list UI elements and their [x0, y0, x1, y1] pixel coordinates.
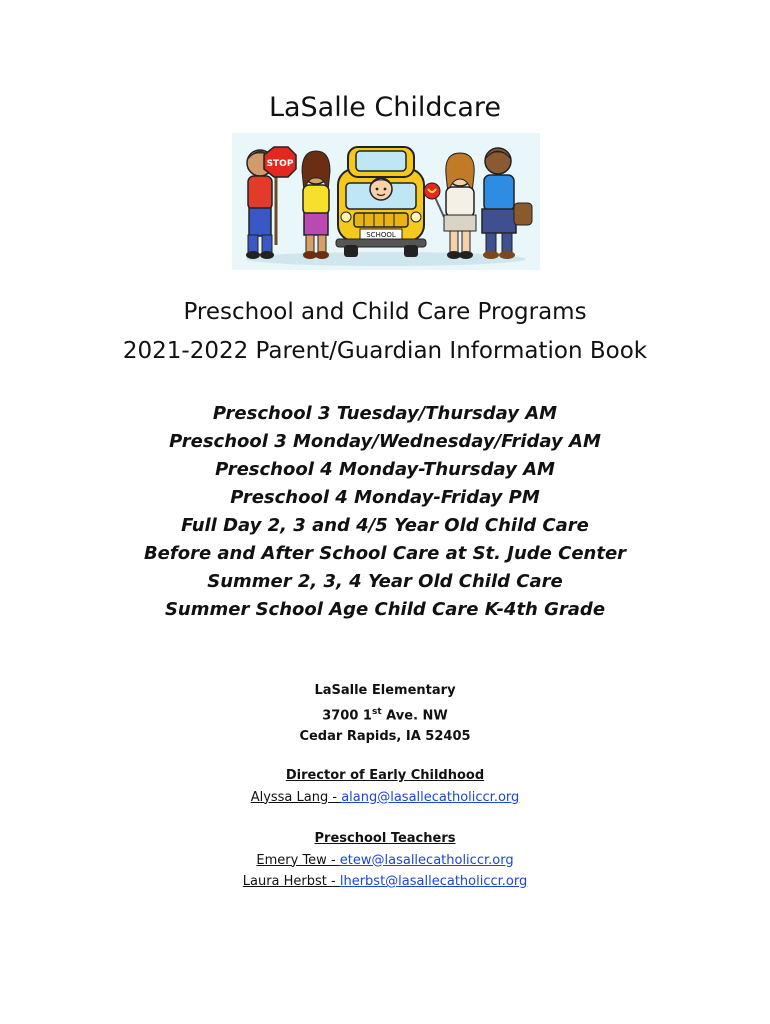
director-contact [0, 765, 770, 808]
school-address [0, 680, 770, 748]
program-subtitle: Preschool and Child Care Programs [183, 299, 587, 325]
director-line [0, 787, 770, 809]
street-number: 3700 1 [322, 707, 372, 723]
teacher-email-link[interactable]: lherbst@lasallecatholiccr.org [339, 874, 528, 889]
program-item: Before and After School Care at St. Jude Center [143, 543, 627, 564]
child-yellow-shirt [302, 151, 330, 259]
street-address [0, 702, 770, 727]
teacher-email-link[interactable]: etew@lasallecatholiccr.org [339, 852, 514, 868]
director-email-link[interactable]: alang@lasallecatholiccr.org [341, 789, 520, 805]
program-item: Summer 2, 3, 4 Year Old Child Care [207, 571, 563, 592]
street-ordinal: st [371, 706, 382, 717]
page-title: LaSalle Childcare [268, 92, 502, 123]
bus-sign-text: SCHOOL [366, 231, 396, 239]
program-item: Preschool 4 Monday-Friday PM [230, 487, 540, 508]
teachers-contact [0, 828, 770, 893]
director-name: Alyssa Lang - [250, 789, 342, 805]
teacher-line [0, 850, 770, 872]
stop-sign-text: STOP [266, 159, 294, 169]
director-heading: Director of Early Childhood [285, 768, 485, 783]
teachers-heading: Preschool Teachers [314, 831, 456, 846]
children-school-bus-clipart [232, 133, 540, 270]
clipart-drawing [232, 133, 540, 270]
city-state-zip: Cedar Rapids, IA 52405 [299, 729, 471, 745]
program-item: Summer School Age Child Care K-4th Grade [164, 599, 606, 620]
child-with-lollipop [424, 153, 476, 259]
info-book-subtitle: 2021-2022 Parent/Guardian Information Book [122, 338, 648, 364]
teacher-name: Laura Herbst - [242, 874, 340, 889]
program-item: Preschool 3 Monday/Wednesday/Friday AM [169, 431, 601, 452]
child-with-stop-sign [246, 147, 296, 259]
school-name: LaSalle Elementary [314, 683, 456, 698]
program-list [0, 400, 770, 624]
teacher-line [0, 871, 770, 893]
child-blue-shirt [482, 148, 532, 259]
school-bus [336, 147, 426, 257]
street-name: Ave. NW [381, 707, 448, 723]
program-item: Preschool 4 Monday-Thursday AM [215, 459, 555, 480]
teacher-name: Emery Tew - [256, 852, 340, 868]
program-item: Preschool 3 Tuesday/Thursday AM [212, 403, 558, 424]
program-item: Full Day 2, 3 and 4/5 Year Old Child Care [181, 515, 589, 536]
